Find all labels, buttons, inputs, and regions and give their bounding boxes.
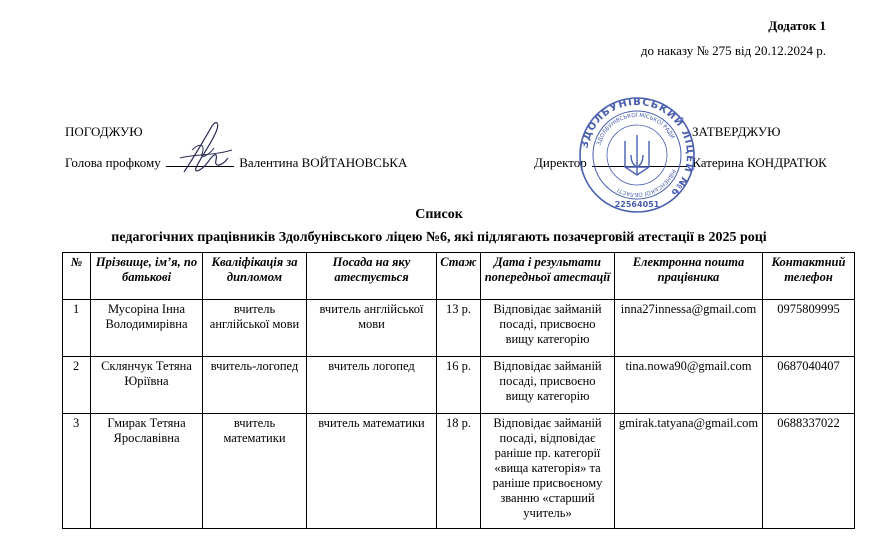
- row-phone: 0687040407: [763, 357, 855, 414]
- row-experience: 13 р.: [437, 300, 481, 357]
- row-email: tina.nowa90@gmail.com: [615, 357, 763, 414]
- document-subtitle: педагогічних працівників Здолбунівського ліцею №6, які підлягають позачерговій атестації в 2025 році: [111, 230, 767, 245]
- handwritten-signature: [172, 120, 242, 182]
- approval-right-name: Катерина КОНДРАТЮК: [692, 155, 827, 170]
- approval-left-name: Валентина ВОЙТАНОВСЬКА: [239, 155, 408, 170]
- row-attestation: Відповідає займаній посаді, присвоєно вищу категорію: [481, 357, 615, 414]
- header-cell-attestation: Дата і результати попередньої атестації: [481, 253, 615, 300]
- stamp-outer-text: ЗДОЛБУНІВСЬКИЙ ЛІЦЕЙ №6: [579, 96, 696, 199]
- row-experience: 16 р.: [437, 357, 481, 414]
- header-cell-number: №: [63, 253, 91, 300]
- addendum-label: Додаток 1: [768, 18, 826, 33]
- stamp-code: 22564051: [614, 200, 660, 209]
- header-cell-name: Прізвище, ім’я, по батькові: [91, 253, 203, 300]
- row-qualification: вчитель математики: [203, 414, 307, 529]
- row-name: Мусоріна Інна Володимирівна: [91, 300, 203, 357]
- header-cell-experience: Стаж: [437, 253, 481, 300]
- header-cell-qualification: Кваліфікація за дипломом: [203, 253, 307, 300]
- row-experience: 18 р.: [437, 414, 481, 529]
- row-number: 2: [63, 357, 91, 414]
- stamp-oblast-text: РІВНЕНСЬКОЇ ОБЛАСТІ: [616, 168, 677, 198]
- table-header-row: [63, 253, 855, 300]
- document-title: Список: [415, 207, 463, 222]
- row-qualification: вчитель англійської мови: [203, 300, 307, 357]
- approval-left-position: Голова профкому: [65, 155, 161, 170]
- row-phone: 0688337022: [763, 414, 855, 529]
- row-phone: 0975809995: [763, 300, 855, 357]
- approval-right-title: ЗАТВЕРДЖУЮ: [692, 124, 781, 139]
- row-name: Склянчук Тетяна Юріївна: [91, 357, 203, 414]
- stamp-inner-text: ЗДОЛБУНІВСЬКОЇ МІСЬКОЇ РАДИ: [596, 112, 676, 147]
- table-row: [63, 357, 855, 414]
- staff-table: [62, 252, 855, 529]
- row-email: inna27innessa@gmail.com: [615, 300, 763, 357]
- row-number: 3: [63, 414, 91, 529]
- row-email: gmirak.tatyana@gmail.com: [615, 414, 763, 529]
- row-name: Гмирак Тетяна Ярославівна: [91, 414, 203, 529]
- trident-icon: [625, 135, 649, 175]
- official-stamp: [577, 95, 697, 215]
- approval-left-title: ПОГОДЖУЮ: [65, 124, 143, 139]
- svg-text:ЗДОЛБУНІВСЬКИЙ ЛІЦЕЙ №6: [579, 97, 696, 199]
- row-attestation: Відповідає займаній посаді, присвоєно вищу категорію: [481, 300, 615, 357]
- row-number: 1: [63, 300, 91, 357]
- approval-right-position: Директор: [534, 155, 587, 170]
- row-attestation: Відповідає займаній посаді, відповідає раніше пр. категорії «вища категорія» та раніше присвоєному званню «старший учитель»: [481, 414, 615, 529]
- row-qualification: вчитель-логопед: [203, 357, 307, 414]
- header-cell-position: Посада на яку атестується: [307, 253, 437, 300]
- header-cell-email: Електронна пошта працівника: [615, 253, 763, 300]
- row-position: вчитель логопед: [307, 357, 437, 414]
- table-row: [63, 300, 855, 357]
- table-row: [63, 414, 855, 529]
- header-cell-phone: Контактний телефон: [763, 253, 855, 300]
- order-reference: до наказу № 275 від 20.12.2024 р.: [640, 43, 826, 58]
- row-position: вчитель англійської мови: [307, 300, 437, 357]
- row-position: вчитель математики: [307, 414, 437, 529]
